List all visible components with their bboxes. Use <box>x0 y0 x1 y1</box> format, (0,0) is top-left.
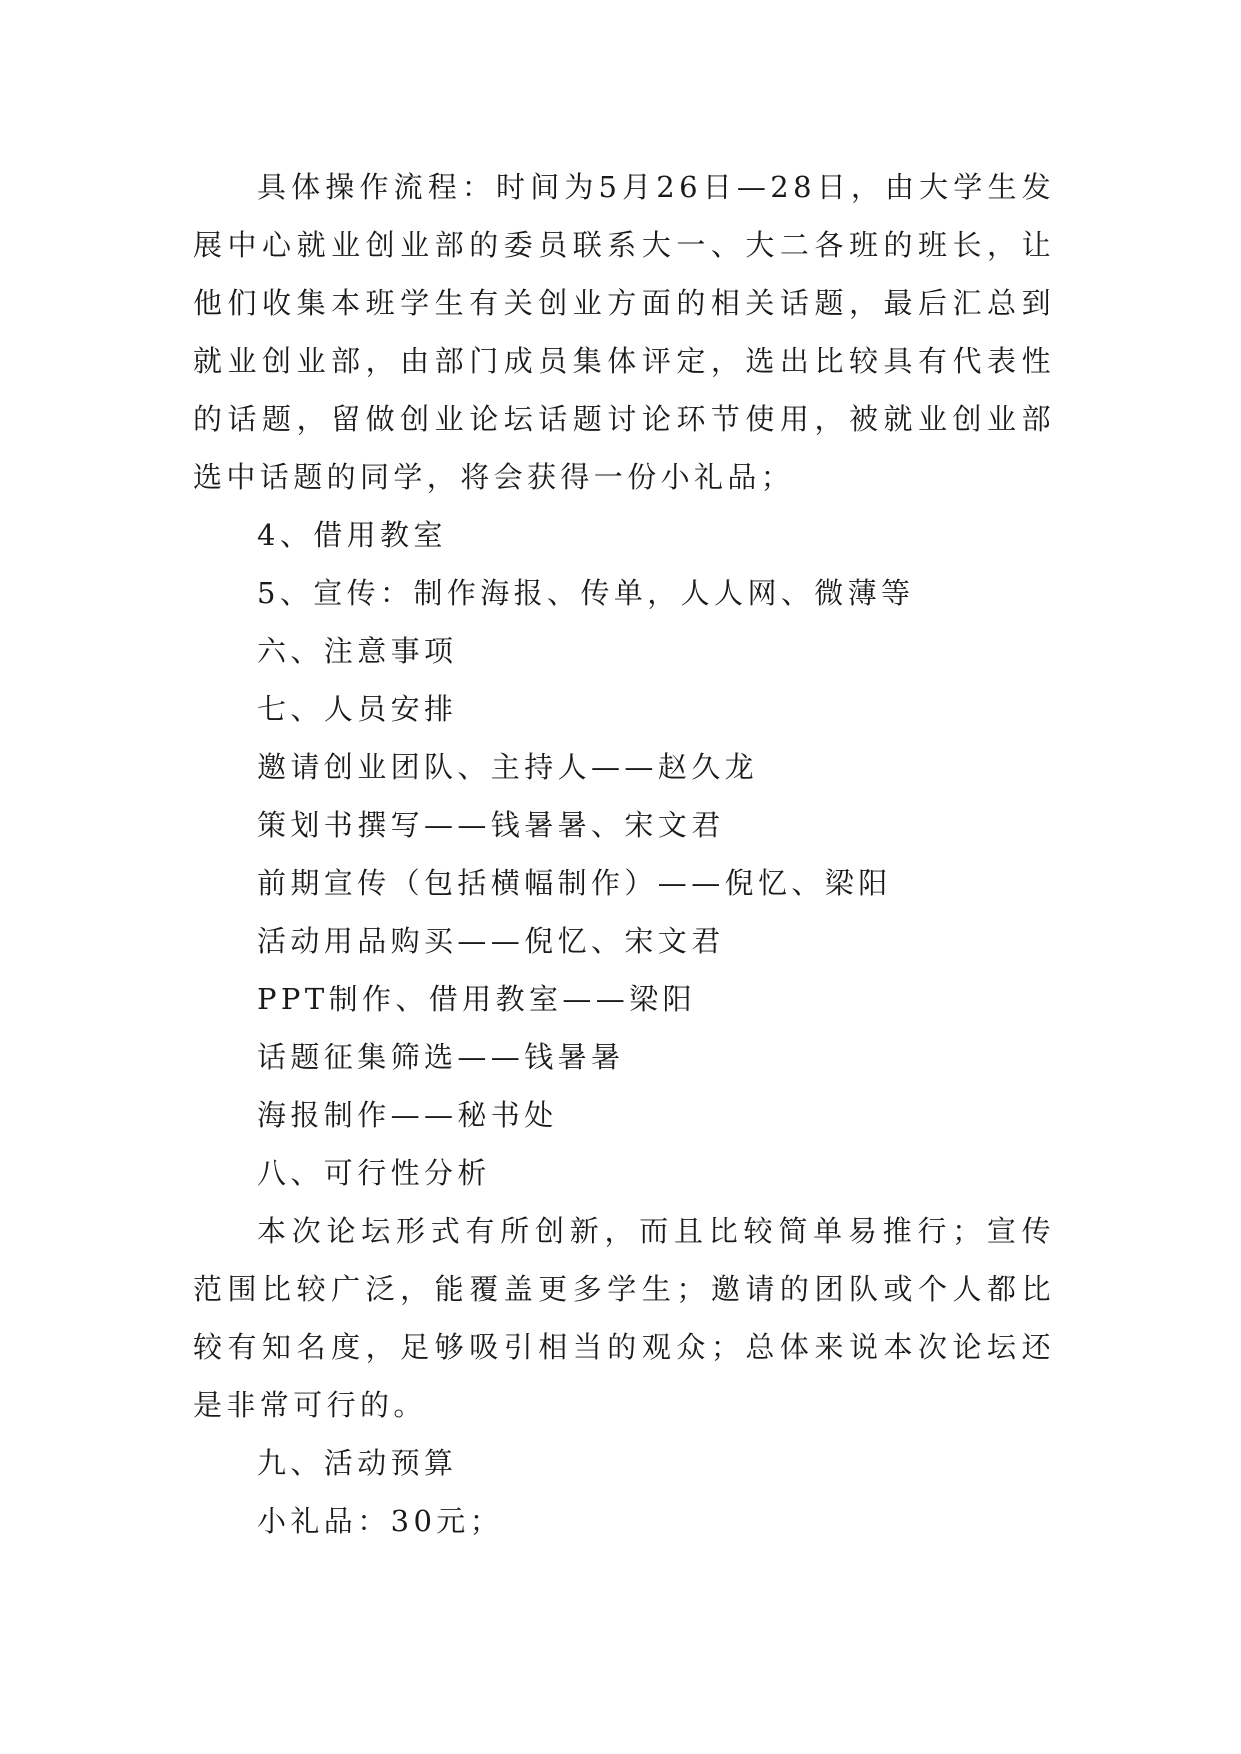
paragraph-publicity: 5、宣传：制作海报、传单，人人网、微薄等 <box>257 576 915 610</box>
heading-feasibility: 八、可行性分析 <box>257 1156 491 1190</box>
heading-staffing: 七、人员安排 <box>257 692 458 726</box>
document-body <box>193 158 1055 1550</box>
staff-item-proposal: 策划书撰写——钱暑暑、宋文君 <box>257 808 725 842</box>
budget-item-gift: 小礼品：30元； <box>257 1504 504 1538</box>
paragraph-borrow-classroom: 4、借用教室 <box>257 518 447 552</box>
staff-item-poster: 海报制作——秘书处 <box>257 1098 558 1132</box>
heading-notes: 六、注意事项 <box>257 634 458 668</box>
staff-item-purchasing: 活动用品购买——倪忆、宋文君 <box>257 924 725 958</box>
paragraph-feasibility: 本次论坛形式有所创新，而且比较简单易推行；宣传范围比较广泛，能覆盖更多学生；邀请的团队或个人都比较有知名度，足够吸引相当的观众；总体来说本次论坛还是非常可行的。 <box>193 1214 1055 1422</box>
staff-item-invite: 邀请创业团队、主持人——赵久龙 <box>257 750 759 784</box>
staff-item-topics: 话题征集筛选——钱暑暑 <box>257 1040 625 1074</box>
paragraph-operation-process: 具体操作流程：时间为5月26日—28日，由大学生发展中心就业创业部的委员联系大一、大二各班的班长，让他们收集本班学生有关创业方面的相关话题，最后汇总到就业创业部，由部门成员集体评定，选出比较具有代表性的话题，留做创业论坛话题讨论环节使用，被就业创业部选中话题的同学，将会获得一份小礼品； <box>193 170 1055 494</box>
staff-item-early-publicity: 前期宣传（包括横幅制作）——倪忆、梁阳 <box>257 866 892 900</box>
heading-budget: 九、活动预算 <box>257 1446 458 1480</box>
staff-item-ppt: PPT制作、借用教室——梁阳 <box>257 982 696 1016</box>
